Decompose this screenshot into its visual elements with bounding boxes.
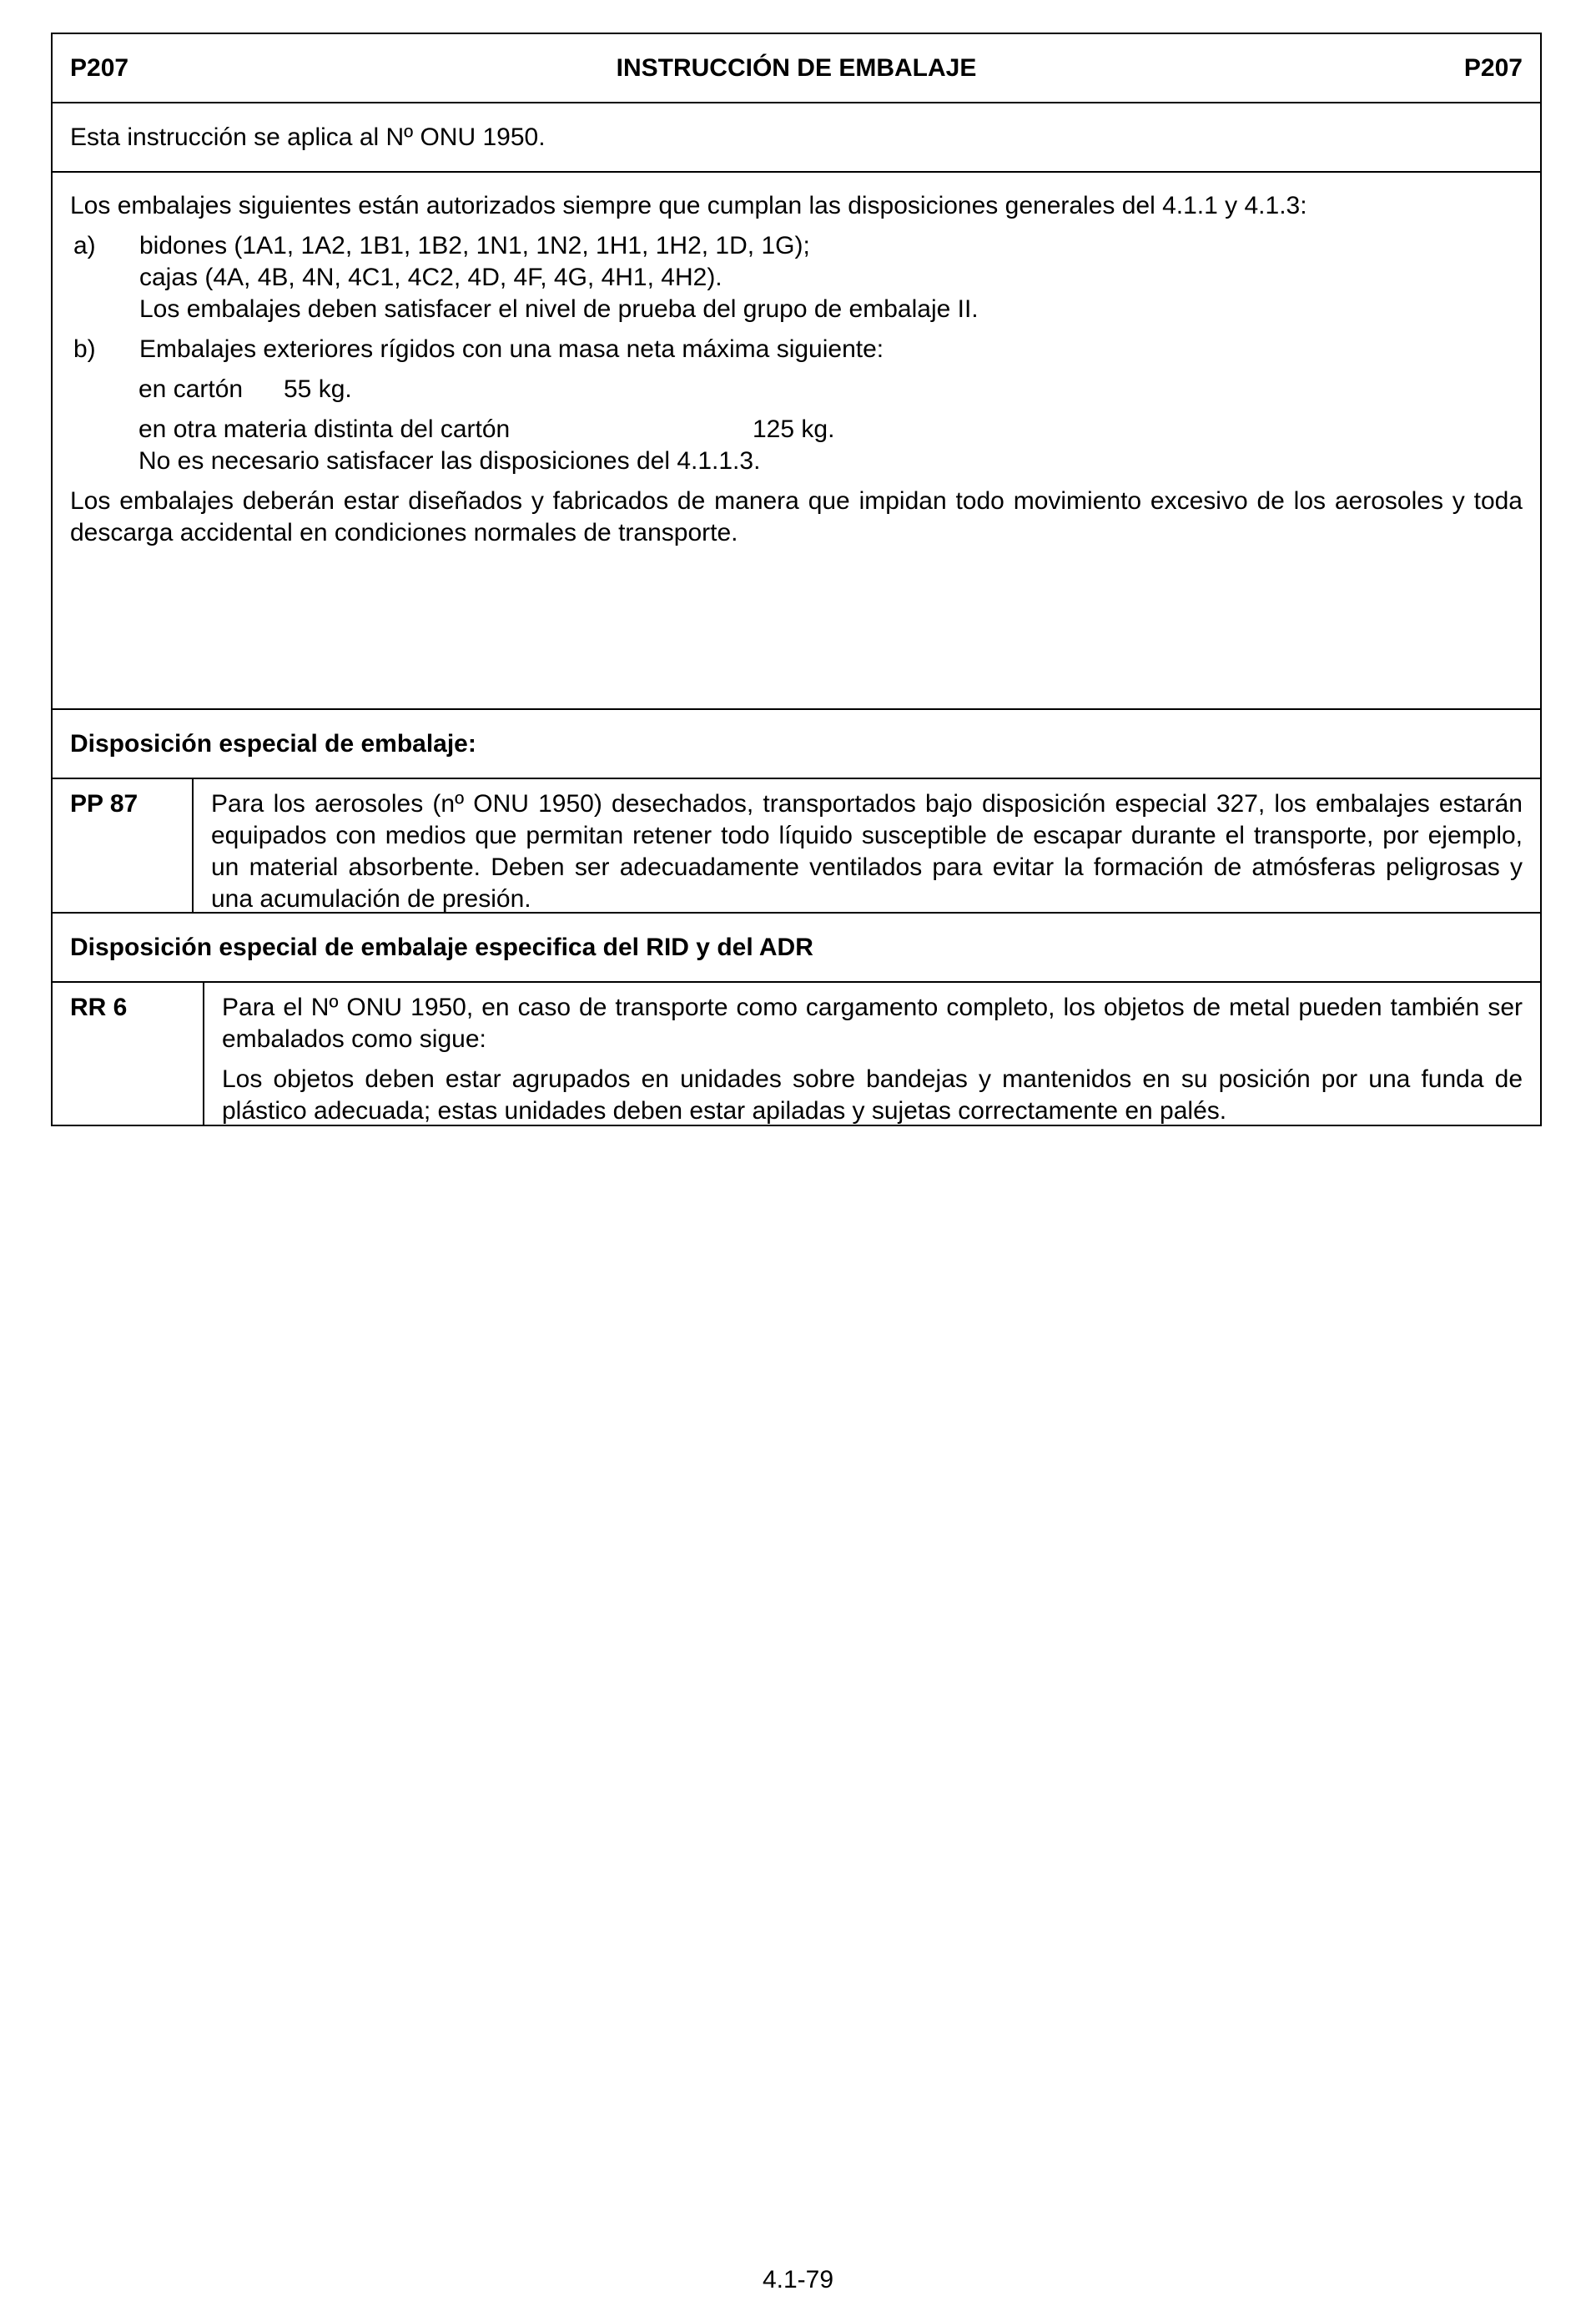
item-a-label: a) xyxy=(73,232,96,259)
mass-row-cardboard xyxy=(70,374,1523,405)
page-number: 4.1-79 xyxy=(762,2266,834,2293)
rr6-text xyxy=(204,983,1540,1125)
item-a xyxy=(70,230,1523,325)
mass-cardboard-value: 55 kg. xyxy=(284,375,352,403)
authorized-packagings-row xyxy=(51,171,1542,708)
pp87-text: Para los aerosoles (nº ONU 1950) desechados, transportados bajo disposición especial 327, los embalajes estarán equipados con medios que permitan retener todo líquido susceptible de escapar durante el transporte, por ejemplo, un material absorbente. Deben ser adecuadamente ventilados para evitar la formación de atmósferas peligrosas y una acumulación de presión. xyxy=(211,790,1523,913)
rr6-paragraph-2: Los objetos deben estar agrupados en unidades sobre bandejas y mantenidos en su posición por una funda de plástico adecuada; estas unidades deben estar apiladas y sujetas correctamente en palés. xyxy=(222,1065,1523,1125)
mass-other-label: en otra materia distinta del cartón xyxy=(138,415,511,443)
item-a-line-test-level: Los embalajes deben satisfacer el nivel de prueba del grupo de embalaje II. xyxy=(139,295,979,323)
rid-adr-heading xyxy=(51,912,1542,981)
header-code-right: P207 xyxy=(1463,53,1523,82)
rr6-paragraph-1: Para el Nº ONU 1950, en caso de transporte como cargamento completo, los objetos de metal pueden también ser embalados como sigue: xyxy=(222,994,1523,1053)
special-provision-heading-text: Disposición especial de embalaje: xyxy=(70,729,476,758)
packagings-design-text: Los embalajes deberán estar diseñados y fabricados de manera que impidan todo movimiento excesivo de los aerosoles y toda descarga accidental en condiciones normales de transporte. xyxy=(70,487,1523,546)
rid-adr-heading-text: Disposición especial de embalaje especifica del RID y del ADR xyxy=(70,933,813,961)
item-a-line-boxes: cajas (4A, 4B, 4N, 4C1, 4C2, 4D, 4F, 4G, 4H1, 4H2). xyxy=(139,264,722,291)
packagings-intro: Los embalajes siguientes están autorizados siempre que cumplan las disposiciones generales del 4.1.1 y 4.1.3: xyxy=(70,192,1307,219)
pp87-code: PP 87 xyxy=(53,779,194,912)
item-b-text: Embalajes exteriores rígidos con una masa neta máxima siguiente: xyxy=(139,335,884,363)
mass-row-other xyxy=(70,414,1523,446)
item-b xyxy=(70,334,1523,365)
packing-instruction-table xyxy=(51,33,1542,1126)
rr6-code: RR 6 xyxy=(53,983,204,1125)
applies-to-text: Esta instrucción se aplica al Nº ONU 1950. xyxy=(70,123,546,151)
instruction-header xyxy=(51,33,1542,102)
mass-other-value: 125 kg. xyxy=(753,415,835,443)
header-code-left: P207 xyxy=(70,53,129,82)
mass-cardboard-label: en cartón xyxy=(138,375,244,403)
special-provision-pp87-row xyxy=(51,778,1542,912)
applies-to-row xyxy=(51,102,1542,171)
item-b-note: No es necesario satisfacer las disposiciones del 4.1.1.3. xyxy=(138,447,761,475)
rid-adr-rr6-row xyxy=(51,981,1542,1126)
item-b-label: b) xyxy=(73,335,96,363)
special-provision-heading xyxy=(51,708,1542,778)
header-title: INSTRUCCIÓN DE EMBALAJE xyxy=(616,53,977,82)
item-a-line-drums: bidones (1A1, 1A2, 1B1, 1B2, 1N1, 1N2, 1H1, 1H2, 1D, 1G); xyxy=(139,232,810,259)
